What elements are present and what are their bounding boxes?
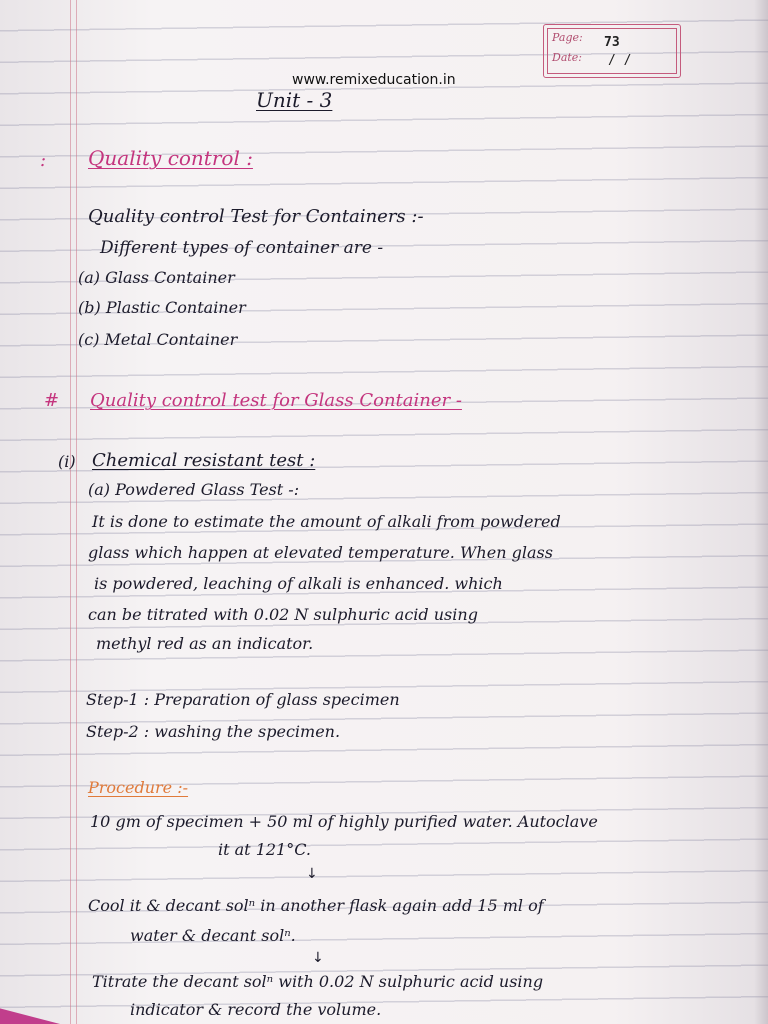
date-value: / /: [608, 53, 632, 68]
section-heading: Quality control :: [88, 146, 253, 170]
subtest-title: (a) Powdered Glass Test -:: [88, 480, 300, 499]
down-arrow-icon: ↓: [312, 950, 324, 966]
procedure-line: it at 121°C.: [218, 840, 311, 859]
procedure-line: Titrate the decant solⁿ with 0.02 N sulphuric acid using: [92, 972, 544, 991]
page-number: 73: [604, 35, 620, 50]
page-title: Unit - 3: [256, 88, 333, 112]
corner-decoration: [0, 998, 60, 1024]
page-date-box: [543, 24, 681, 78]
watermark-url: www.remixeducation.in: [292, 72, 456, 88]
procedure-heading: Procedure :-: [88, 778, 189, 797]
section-bullet: :: [40, 150, 47, 171]
hash-symbol: #: [44, 390, 60, 411]
margin-line: [76, 0, 77, 1024]
paragraph-line: can be titrated with 0.02 N sulphuric acid using: [88, 605, 478, 624]
paragraph-line: glass which happen at elevated temperature. When glass: [88, 543, 553, 562]
procedure-line: Cool it & decant solⁿ in another flask again add 15 ml of: [88, 896, 544, 915]
paragraph-line: methyl red as an indicator.: [96, 634, 314, 653]
step-line: Step-1 : Preparation of glass specimen: [86, 690, 400, 709]
test-title: Chemical resistant test :: [92, 450, 316, 471]
paragraph-line: It is done to estimate the amount of alkali from powdered: [92, 512, 561, 531]
page-label: Page:: [552, 31, 583, 44]
glass-heading: Quality control test for Glass Container -: [90, 390, 462, 411]
procedure-line: 10 gm of specimen + 50 ml of highly purified water. Autoclave: [90, 812, 598, 831]
procedure-line: indicator & record the volume.: [130, 1000, 382, 1019]
page-edge-shadow: [754, 0, 768, 1024]
list-item: (c) Metal Container: [78, 330, 238, 349]
down-arrow-icon: ↓: [306, 866, 318, 882]
test-number: (i): [58, 452, 76, 471]
procedure-line: water & decant solⁿ.: [130, 926, 296, 945]
paragraph-line: is powdered, leaching of alkali is enhanced. which: [94, 574, 503, 593]
date-label: Date:: [552, 51, 583, 64]
margin-line: [70, 0, 71, 1024]
list-item: (a) Glass Container: [78, 268, 235, 287]
intro-line: Different types of container are -: [100, 238, 384, 258]
step-line: Step-2 : washing the specimen.: [86, 722, 341, 741]
list-item: (b) Plastic Container: [78, 298, 246, 317]
subheading: Quality control Test for Containers :-: [88, 206, 424, 227]
